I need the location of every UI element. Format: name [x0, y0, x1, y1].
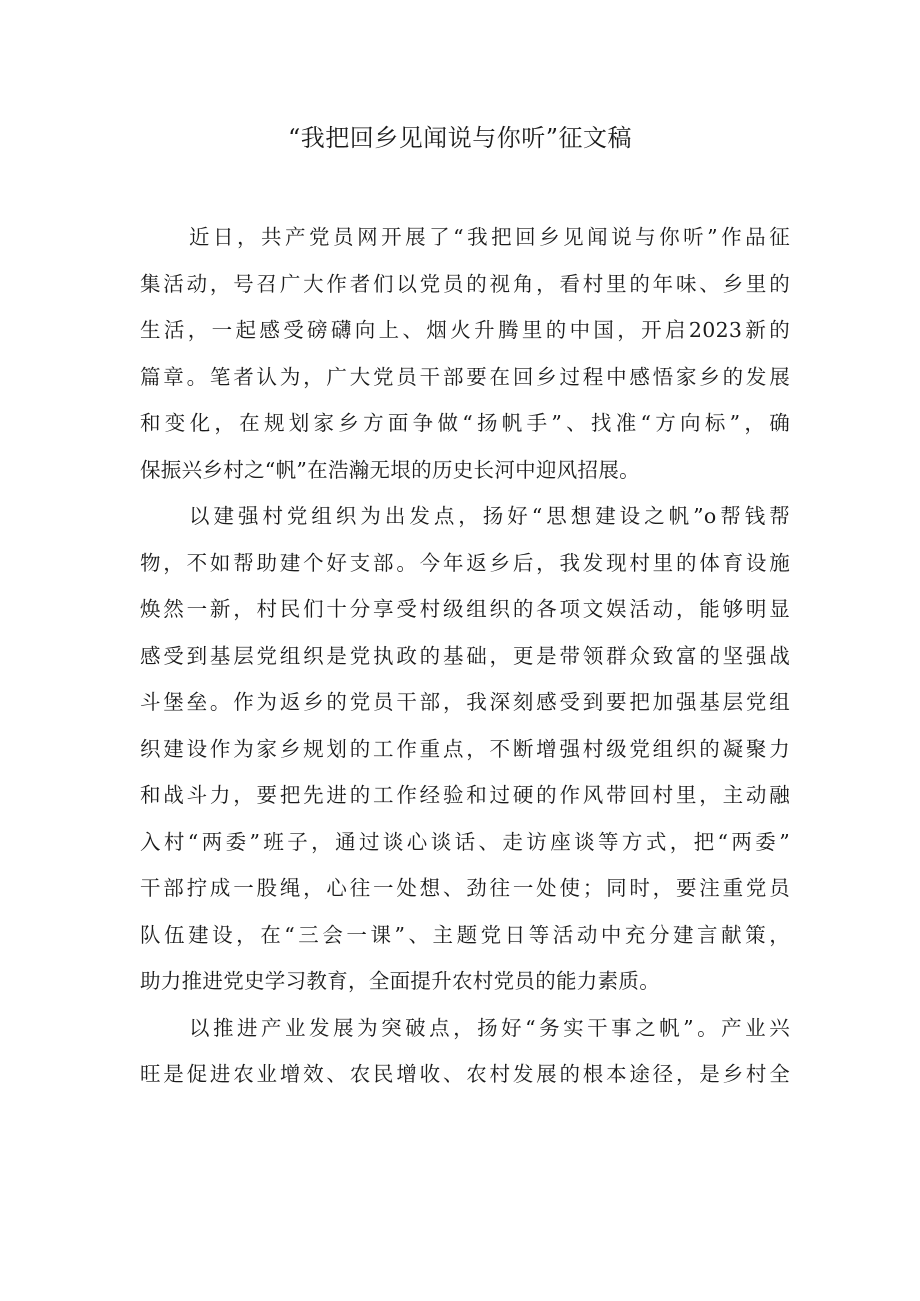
body-line: 和变化，在规划家乡方面争做“扬帆手”、找准“方向标”，确 [140, 411, 790, 435]
body-line: 焕然一新，村民们十分享受村级组织的各项文娱活动，能够明显 [140, 597, 790, 621]
body-line: 篇章。笔者认为，广大党员干部要在回乡过程中感悟家乡的发展 [140, 364, 790, 389]
body-line: 物，不如帮助建个好支部。今年返乡后，我发现村里的体育设施 [140, 550, 790, 575]
body-line: 助力推进党史学习教育，全面提升农村党员的能力素质。 [140, 969, 660, 993]
body-line: 斗堡垒。作为返乡的党员干部，我深刻感受到要把加强基层党组 [140, 690, 790, 714]
body-line: 感受到基层党组织是党执政的基础，更是带领群众致富的坚强战 [140, 643, 790, 668]
body-line: 生活，一起感受磅礴向上、烟火升腾里的中国，开启2023新的 [140, 318, 790, 342]
body-line: 干部拧成一股绳，心往一处想、劲往一处使；同时，要注重党员 [140, 876, 790, 900]
body-line: 队伍建设，在“三会一课”、主题党日等活动中充分建言献策， [140, 922, 790, 947]
body-line: 和战斗力，要把先进的工作经验和过硬的作风带回村里，主动融 [140, 783, 790, 807]
body-line: 织建设作为家乡规划的工作重点，不断增强村级党组织的凝聚力 [140, 736, 790, 761]
document-title: “我把回乡见闻说与你听”征文稿 [287, 124, 633, 152]
body-line: 保振兴乡村之“帆”在浩瀚无垠的历史长河中迎风招展。 [140, 457, 640, 482]
body-line: 近日，共产党员网开展了“我把回乡见闻说与你听”作品征 [189, 225, 790, 249]
body-line: 以建强村党组织为出发点，扬好“思想建设之帆”o帮钱帮 [189, 504, 790, 528]
body-line: 以推进产业发展为突破点，扬好“务实干事之帆”。产业兴 [189, 1015, 790, 1040]
body-line: 集活动，号召广大作者们以党员的视角，看村里的年味、乡里的 [140, 271, 790, 296]
body-line: 旺是促进农业增效、农民增收、农村发展的根本途径，是乡村全 [140, 1062, 790, 1086]
document-body [140, 214, 790, 1098]
body-line: 入村“两委”班子，通过谈心谈话、走访座谈等方式，把“两委” [140, 829, 790, 854]
